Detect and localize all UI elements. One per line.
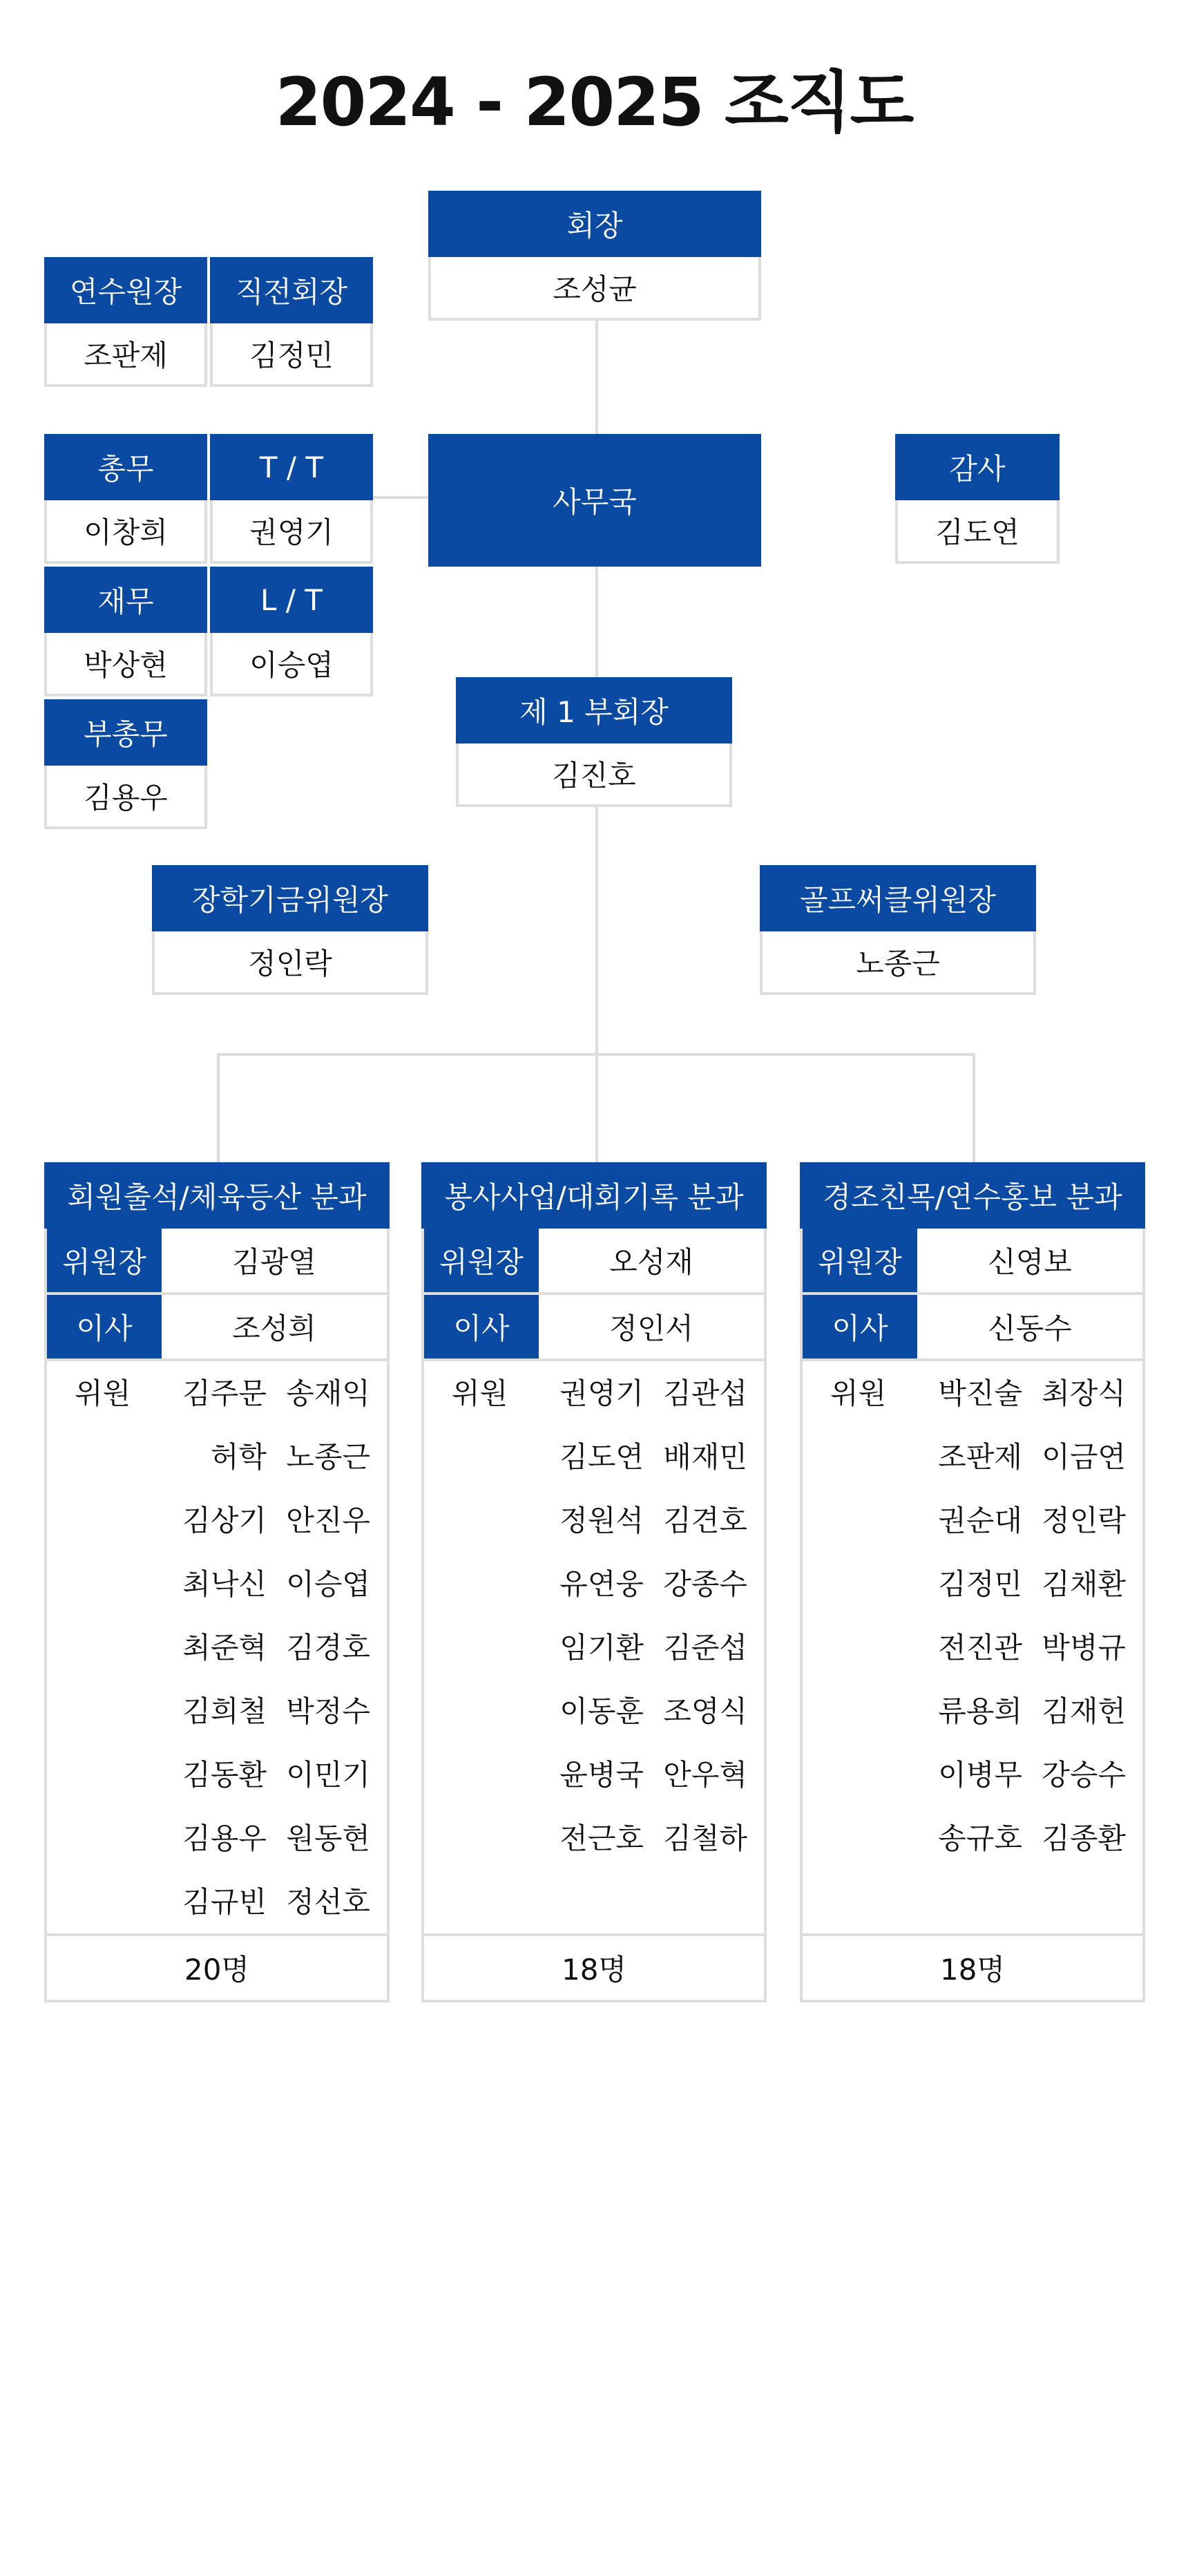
members-section bbox=[800, 1361, 1145, 1936]
staff-role: L / T bbox=[210, 567, 373, 633]
member-name: 이금연 bbox=[1042, 1440, 1126, 1474]
member-name: 정원석 bbox=[559, 1504, 644, 1537]
director-name: 조성희 bbox=[232, 1311, 316, 1345]
member-name: 김정민 bbox=[938, 1567, 1022, 1601]
chair-name: 신영보 bbox=[988, 1245, 1072, 1279]
staff-role: 총무 bbox=[44, 434, 207, 500]
member-row bbox=[47, 1371, 370, 1434]
members-list bbox=[424, 1371, 747, 1879]
staff-box bbox=[44, 434, 207, 564]
president-box bbox=[428, 191, 761, 321]
member-row bbox=[424, 1562, 747, 1625]
member-name: 김채환 bbox=[1042, 1567, 1126, 1601]
auditor-name: 김도연 bbox=[895, 500, 1060, 564]
staff-role: T / T bbox=[210, 434, 373, 500]
chair-row bbox=[44, 1229, 390, 1295]
member-name: 김경호 bbox=[286, 1631, 370, 1665]
advisor-box bbox=[210, 257, 373, 387]
director-row bbox=[421, 1295, 767, 1361]
member-name: 정선호 bbox=[286, 1885, 370, 1919]
advisor-box bbox=[44, 257, 207, 387]
member-row bbox=[803, 1371, 1126, 1434]
member-name: 김희철 bbox=[182, 1694, 267, 1728]
vice-president-box bbox=[456, 677, 732, 807]
member-name: 강승수 bbox=[1042, 1758, 1126, 1792]
connector-line bbox=[217, 1053, 220, 1175]
director-row bbox=[44, 1295, 390, 1361]
member-row bbox=[424, 1498, 747, 1562]
committee-box bbox=[152, 865, 428, 995]
division-title: 회원출석/체육등산 분과 bbox=[44, 1162, 390, 1229]
member-row bbox=[424, 1816, 747, 1879]
member-row bbox=[47, 1434, 370, 1498]
member-name: 전근호 bbox=[559, 1821, 644, 1855]
member-name: 전진관 bbox=[938, 1631, 1022, 1665]
member-name: 원동현 bbox=[286, 1821, 370, 1855]
member-name: 노종근 bbox=[286, 1440, 370, 1474]
president-role: 회장 bbox=[428, 191, 761, 257]
division-panel bbox=[421, 1162, 767, 2002]
member-name: 이병무 bbox=[938, 1758, 1022, 1792]
chair-label: 위원장 bbox=[424, 1229, 539, 1292]
member-row bbox=[803, 1752, 1126, 1816]
division-title: 봉사사업/대회기록 분과 bbox=[421, 1162, 767, 1229]
member-name: 김재헌 bbox=[1042, 1694, 1126, 1728]
advisor-role: 직전회장 bbox=[210, 257, 373, 323]
members-list bbox=[803, 1371, 1126, 1879]
member-name: 임기환 bbox=[559, 1631, 644, 1665]
members-list bbox=[47, 1371, 370, 1943]
vice-president-name: 김진호 bbox=[456, 744, 732, 807]
member-name: 이동훈 bbox=[559, 1694, 644, 1728]
director-label: 이사 bbox=[803, 1295, 917, 1358]
member-name: 이승엽 bbox=[286, 1567, 370, 1601]
auditor-box bbox=[895, 434, 1060, 564]
member-name: 김동환 bbox=[182, 1758, 267, 1792]
member-row bbox=[803, 1625, 1126, 1689]
member-row bbox=[803, 1689, 1126, 1752]
director-label: 이사 bbox=[424, 1295, 539, 1358]
advisor-name: 조판제 bbox=[44, 323, 207, 387]
committee-role: 장학기금위원장 bbox=[152, 865, 428, 931]
chair-label: 위원장 bbox=[47, 1229, 162, 1292]
staff-role: 부총무 bbox=[44, 699, 207, 766]
member-row bbox=[47, 1752, 370, 1816]
member-name: 김견호 bbox=[663, 1504, 747, 1537]
chair-name: 김광열 bbox=[232, 1245, 316, 1279]
member-name: 김상기 bbox=[182, 1504, 267, 1537]
director-name: 신동수 bbox=[988, 1311, 1072, 1345]
member-name: 김관섭 bbox=[663, 1376, 747, 1410]
member-total: 20명 bbox=[44, 1936, 390, 2002]
member-name: 권순대 bbox=[938, 1504, 1022, 1537]
connector-line bbox=[373, 496, 428, 499]
members-section bbox=[421, 1361, 767, 1936]
connector-line bbox=[973, 1053, 975, 1175]
member-total: 18명 bbox=[800, 1936, 1145, 2002]
staff-role: 재무 bbox=[44, 567, 207, 633]
member-name: 김용우 bbox=[182, 1821, 267, 1855]
office-box: 사무국 bbox=[428, 434, 761, 567]
staff-name: 박상현 bbox=[44, 633, 207, 697]
member-row bbox=[47, 1816, 370, 1879]
division-title: 경조친목/연수홍보 분과 bbox=[800, 1162, 1145, 1229]
member-row bbox=[47, 1879, 370, 1943]
advisor-name: 김정민 bbox=[210, 323, 373, 387]
member-name: 김철하 bbox=[663, 1821, 747, 1855]
committee-box bbox=[760, 865, 1036, 995]
member-row bbox=[803, 1816, 1126, 1879]
staff-name: 이승엽 bbox=[210, 633, 373, 697]
member-name: 정인락 bbox=[1042, 1504, 1126, 1537]
member-name: 최준혁 bbox=[182, 1631, 267, 1665]
member-name: 배재민 bbox=[663, 1440, 747, 1474]
member-name: 권영기 bbox=[559, 1376, 644, 1410]
page-title: 2024 - 2025 조직도 bbox=[275, 64, 913, 141]
vice-president-role: 제 1 부회장 bbox=[456, 677, 732, 744]
member-row bbox=[424, 1434, 747, 1498]
member-row bbox=[47, 1689, 370, 1752]
member-row bbox=[47, 1562, 370, 1625]
member-row bbox=[424, 1752, 747, 1816]
committee-role: 골프써클위원장 bbox=[760, 865, 1036, 931]
member-row bbox=[803, 1562, 1126, 1625]
member-name: 김종환 bbox=[1042, 1821, 1126, 1855]
committee-name: 정인락 bbox=[152, 931, 428, 995]
director-name: 정인서 bbox=[609, 1311, 693, 1345]
member-name: 최낙신 bbox=[182, 1567, 267, 1601]
division-panel bbox=[44, 1162, 390, 2002]
director-label: 이사 bbox=[47, 1295, 162, 1358]
staff-name: 권영기 bbox=[210, 500, 373, 564]
member-name: 이민기 bbox=[286, 1758, 370, 1792]
member-total: 18명 bbox=[421, 1936, 767, 2002]
staff-box bbox=[44, 567, 207, 697]
members-label: 위원 bbox=[830, 1376, 887, 1410]
members-label: 위원 bbox=[75, 1376, 131, 1410]
member-name: 박병규 bbox=[1042, 1631, 1126, 1665]
committee-name: 노종근 bbox=[760, 931, 1036, 995]
staff-name: 김용우 bbox=[44, 766, 207, 829]
staff-name: 이창희 bbox=[44, 500, 207, 564]
member-row bbox=[47, 1498, 370, 1562]
staff-box bbox=[210, 567, 373, 697]
member-name: 김주문 bbox=[182, 1376, 267, 1410]
staff-box bbox=[210, 434, 373, 564]
member-name: 최장식 bbox=[1042, 1376, 1126, 1410]
chair-row bbox=[421, 1229, 767, 1295]
member-name: 조영식 bbox=[663, 1694, 747, 1728]
division-panel bbox=[800, 1162, 1145, 2002]
member-name: 송규호 bbox=[938, 1821, 1022, 1855]
member-name: 김규빈 bbox=[182, 1885, 267, 1919]
member-row bbox=[47, 1625, 370, 1689]
chair-name: 오성재 bbox=[609, 1245, 693, 1279]
chair-label: 위원장 bbox=[803, 1229, 917, 1292]
member-name: 윤병국 bbox=[559, 1758, 644, 1792]
member-name: 허학 bbox=[210, 1440, 267, 1474]
members-section bbox=[44, 1361, 390, 1936]
member-name: 류용희 bbox=[938, 1694, 1022, 1728]
member-name: 강종수 bbox=[663, 1567, 747, 1601]
member-name: 박정수 bbox=[286, 1694, 370, 1728]
member-row bbox=[803, 1434, 1126, 1498]
member-row bbox=[803, 1498, 1126, 1562]
member-name: 안우혁 bbox=[663, 1758, 747, 1792]
member-name: 김준섭 bbox=[663, 1631, 747, 1665]
member-row bbox=[424, 1625, 747, 1689]
advisor-role: 연수원장 bbox=[44, 257, 207, 323]
member-name: 안진우 bbox=[286, 1504, 370, 1537]
connector-line bbox=[217, 1053, 975, 1056]
president-name: 조성균 bbox=[428, 257, 761, 321]
member-name: 송재익 bbox=[286, 1376, 370, 1410]
member-row bbox=[424, 1371, 747, 1434]
chair-row bbox=[800, 1229, 1145, 1295]
auditor-role: 감사 bbox=[895, 434, 1060, 500]
director-row bbox=[800, 1295, 1145, 1361]
member-name: 유연웅 bbox=[559, 1567, 644, 1601]
members-label: 위원 bbox=[452, 1376, 508, 1410]
member-name: 박진술 bbox=[938, 1376, 1022, 1410]
staff-box bbox=[44, 699, 207, 829]
member-name: 조판제 bbox=[938, 1440, 1022, 1474]
member-name: 김도연 bbox=[559, 1440, 644, 1474]
member-row bbox=[424, 1689, 747, 1752]
